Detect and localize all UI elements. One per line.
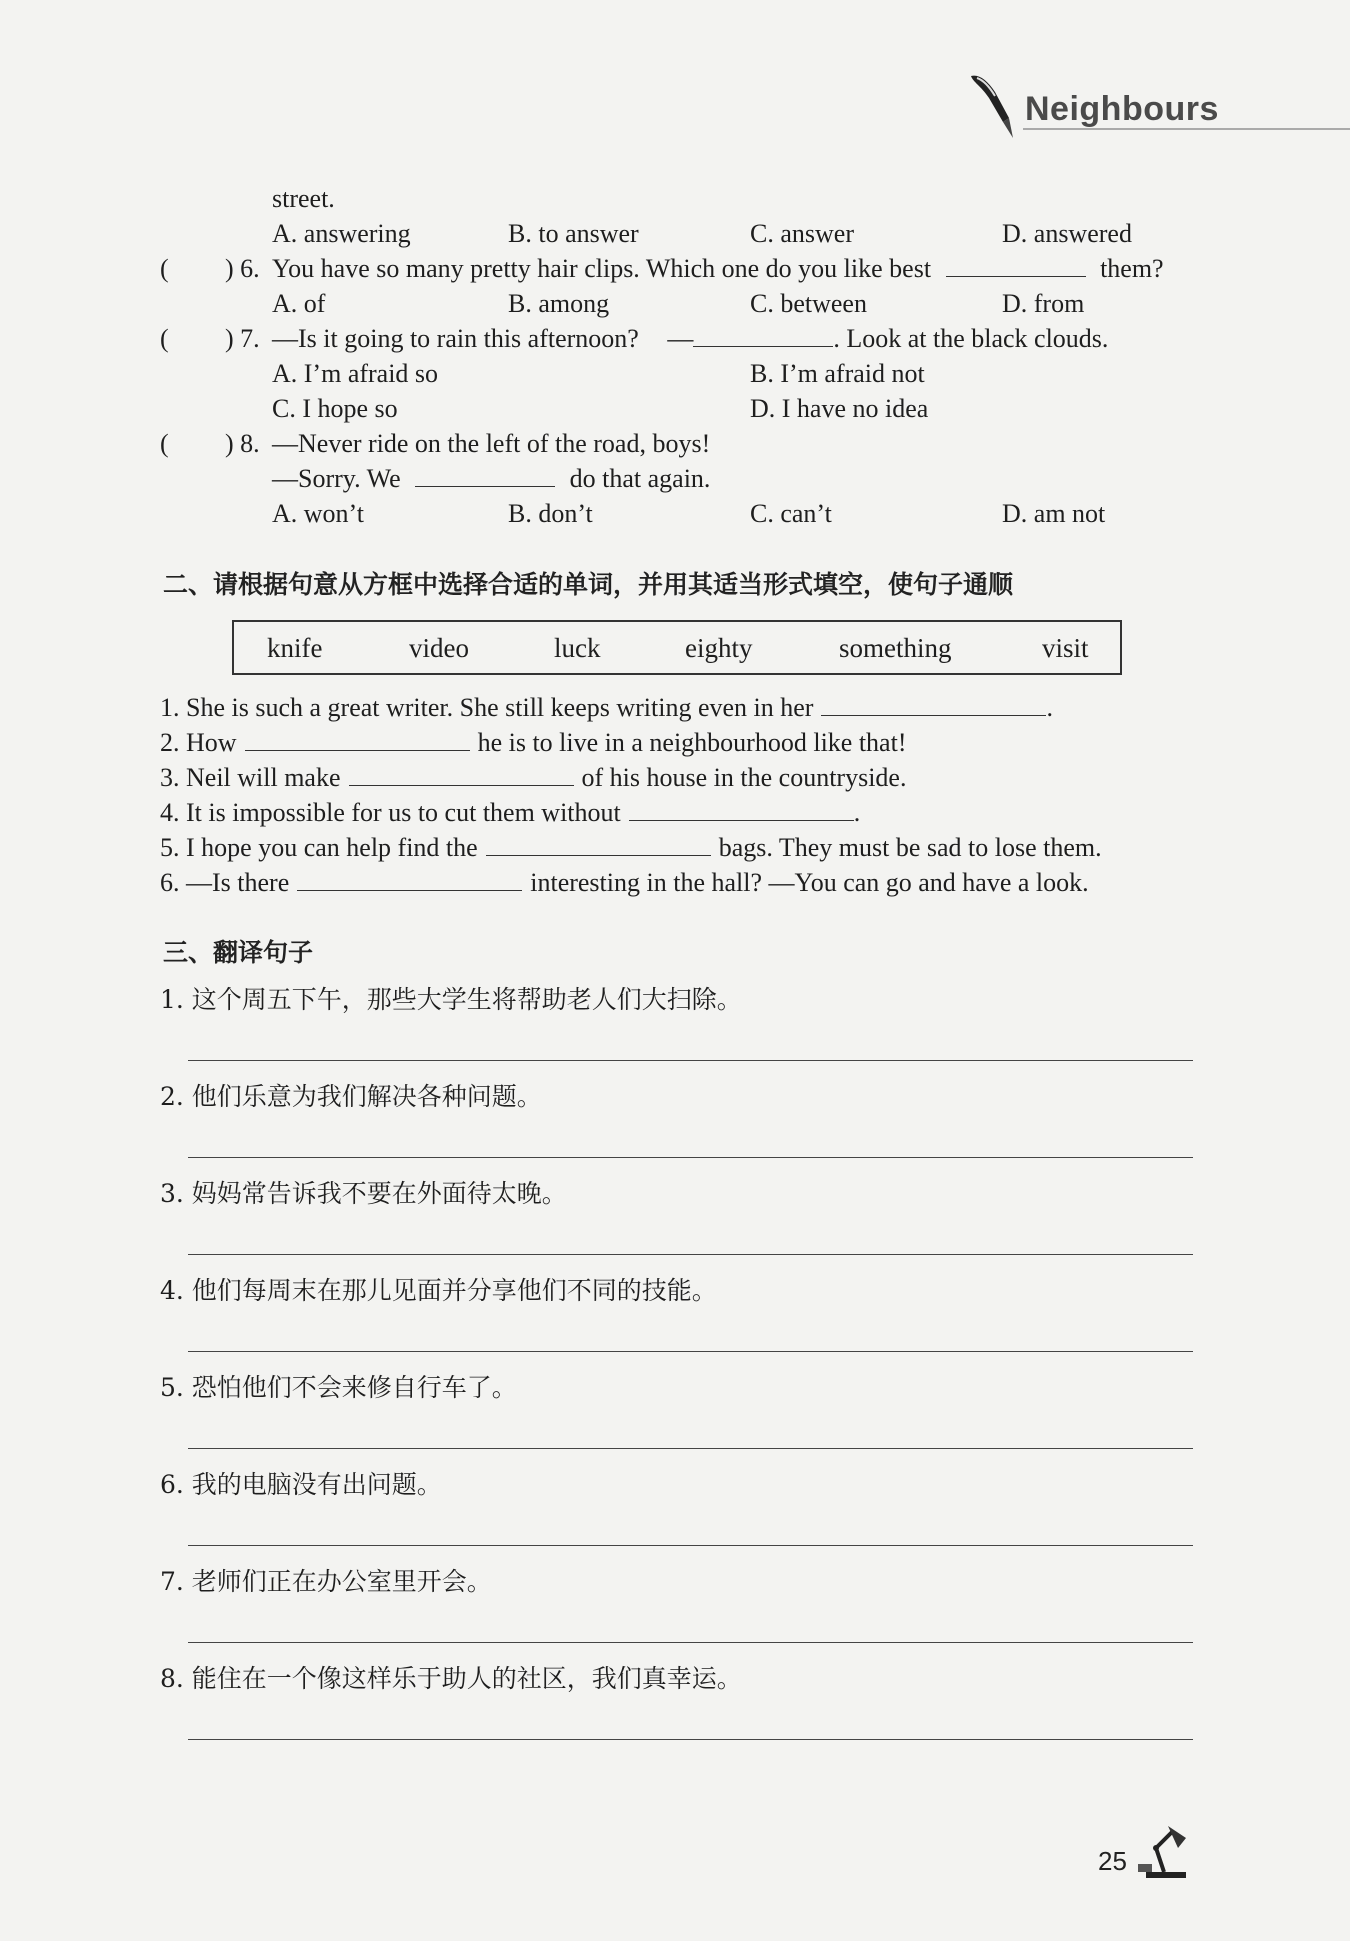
q6-paren: ( xyxy=(160,254,169,283)
part2-item-4-text: 4. It is impossible for us to cut them without xyxy=(160,798,621,827)
part3-item-6: 6. 我的电脑没有出问题。 xyxy=(160,1470,442,1499)
q8-option-d: D. am not xyxy=(1002,499,1106,528)
part3-item-1: 1. 这个周五下午，那些大学生将帮助老人们大扫除。 xyxy=(160,985,742,1014)
q6-number: ) 6. xyxy=(225,254,260,283)
part2-item-4-blank[interactable] xyxy=(629,798,854,821)
part2-item-6-end: interesting in the hall? —You can go and have a look. xyxy=(530,868,1089,897)
q8-paren: ( xyxy=(160,429,169,458)
q7-paren: ( xyxy=(160,324,169,353)
part2-item-1-text: 1. She is such a great writer. She still keeps writing even in her xyxy=(160,693,814,722)
q6-option-d: D. from xyxy=(1002,289,1085,318)
part2-item-1-blank[interactable] xyxy=(821,693,1046,716)
answer-line-5[interactable] xyxy=(188,1448,1193,1449)
part2-item-1 xyxy=(160,692,1053,724)
part2-item-6 xyxy=(160,867,1089,899)
part3-item-4: 4. 他们每周末在那儿见面并分享他们不同的技能。 xyxy=(160,1276,717,1305)
answer-line-4[interactable] xyxy=(188,1351,1193,1352)
word-bank-item: eighty xyxy=(685,633,753,663)
q7-stem xyxy=(272,323,1108,355)
q6-option-a: A. of xyxy=(272,289,326,318)
q7-option-b: B. I’m afraid not xyxy=(750,359,925,388)
q7-number: ) 7. xyxy=(225,324,260,353)
q7-option-d: D. I have no idea xyxy=(750,394,929,423)
q8-line-2-end: do that again. xyxy=(569,464,711,493)
part3-title: 三、翻译句子 xyxy=(163,938,314,967)
word-box xyxy=(232,620,1122,675)
answer-line-2[interactable] xyxy=(188,1157,1193,1158)
q7-dash: — xyxy=(667,324,694,353)
q5-tail: street. xyxy=(272,184,335,213)
answer-line-7[interactable] xyxy=(188,1642,1193,1643)
q6-stem-text: You have so many pretty hair clips. Which one do you like best xyxy=(272,254,932,283)
part2-item-5 xyxy=(160,832,1102,864)
part2-item-2-end: he is to live in a neighbourhood like that! xyxy=(477,728,907,757)
q8-number: ) 8. xyxy=(225,429,260,458)
q7-stem-end: . Look at the black clouds. xyxy=(833,324,1109,353)
q7-option-a: A. I’m afraid so xyxy=(272,359,439,388)
part2-item-5-blank[interactable] xyxy=(486,833,711,856)
page-header xyxy=(965,72,1350,142)
q5-option-a: A. answering xyxy=(272,219,411,248)
desk-lamp-icon xyxy=(1134,1820,1194,1882)
part2-item-5-end: bags. They must be sad to lose them. xyxy=(718,833,1102,862)
part2-item-4 xyxy=(160,797,860,829)
answer-line-1[interactable] xyxy=(188,1060,1193,1061)
part2-item-2-blank[interactable] xyxy=(245,728,470,751)
part3-item-3: 3. 妈妈常告诉我不要在外面待太晚。 xyxy=(160,1179,567,1208)
part2-item-5-text: 5. I hope you can help find the xyxy=(160,833,478,862)
q6-option-b: B. among xyxy=(508,289,610,318)
answer-line-6[interactable] xyxy=(188,1545,1193,1546)
word-bank-item: visit xyxy=(1042,633,1089,663)
word-bank-item: something xyxy=(839,633,952,663)
q8-option-c: C. can’t xyxy=(750,499,832,528)
q5-option-c: C. answer xyxy=(750,219,854,248)
header-rule xyxy=(1023,128,1350,130)
q6-option-c: C. between xyxy=(750,289,867,318)
part3-item-5: 5. 恐怕他们不会来修自行车了。 xyxy=(160,1373,517,1402)
word-bank-item: luck xyxy=(554,633,601,663)
q5-option-d: D. answered xyxy=(1002,219,1132,248)
q8-option-a: A. won’t xyxy=(272,499,364,528)
part2-item-3-text: 3. Neil will make xyxy=(160,763,341,792)
part2-item-4-end: . xyxy=(853,798,861,827)
q6-stem xyxy=(272,253,1164,285)
part2-item-1-end: . xyxy=(1046,693,1053,722)
answer-line-8[interactable] xyxy=(188,1739,1193,1740)
q6-stem-end: them? xyxy=(1100,254,1164,283)
q7-blank[interactable] xyxy=(693,324,833,347)
part2-item-3 xyxy=(160,762,906,794)
part2-title: 二、请根据句意从方框中选择合适的单词，并用其适当形式填空，使句子通顺 xyxy=(163,570,1014,599)
page-number: 25 xyxy=(1098,1846,1127,1876)
q8-line-2 xyxy=(272,463,710,495)
q8-line-2-text: —Sorry. We xyxy=(272,464,401,493)
part2-item-6-blank[interactable] xyxy=(297,868,522,891)
q8-blank[interactable] xyxy=(415,464,555,487)
answer-line-3[interactable] xyxy=(188,1254,1193,1255)
part2-item-3-end: of his house in the countryside. xyxy=(581,763,907,792)
pen-icon xyxy=(965,72,1025,144)
word-bank-item: video xyxy=(409,633,469,663)
part3-item-7: 7. 老师们正在办公室里开会。 xyxy=(160,1567,492,1596)
part2-item-2 xyxy=(160,727,906,759)
part2-item-3-blank[interactable] xyxy=(349,763,574,786)
q7-option-c: C. I hope so xyxy=(272,394,398,423)
word-bank-item: knife xyxy=(267,633,323,663)
part2-item-6-text: 6. —Is there xyxy=(160,868,290,897)
q8-option-b: B. don’t xyxy=(508,499,593,528)
header-title: Neighbours xyxy=(1025,90,1219,128)
q7-stem-text: —Is it going to rain this afternoon? xyxy=(272,324,639,353)
part3-item-2: 2. 他们乐意为我们解决各种问题。 xyxy=(160,1082,542,1111)
q6-blank[interactable] xyxy=(946,254,1086,277)
part3-item-8: 8. 能住在一个像这样乐于助人的社区，我们真幸运。 xyxy=(160,1664,742,1693)
q8-line-1: —Never ride on the left of the road, boys! xyxy=(272,429,711,458)
part2-item-2-text: 2. How xyxy=(160,728,237,757)
q5-option-b: B. to answer xyxy=(508,219,639,248)
